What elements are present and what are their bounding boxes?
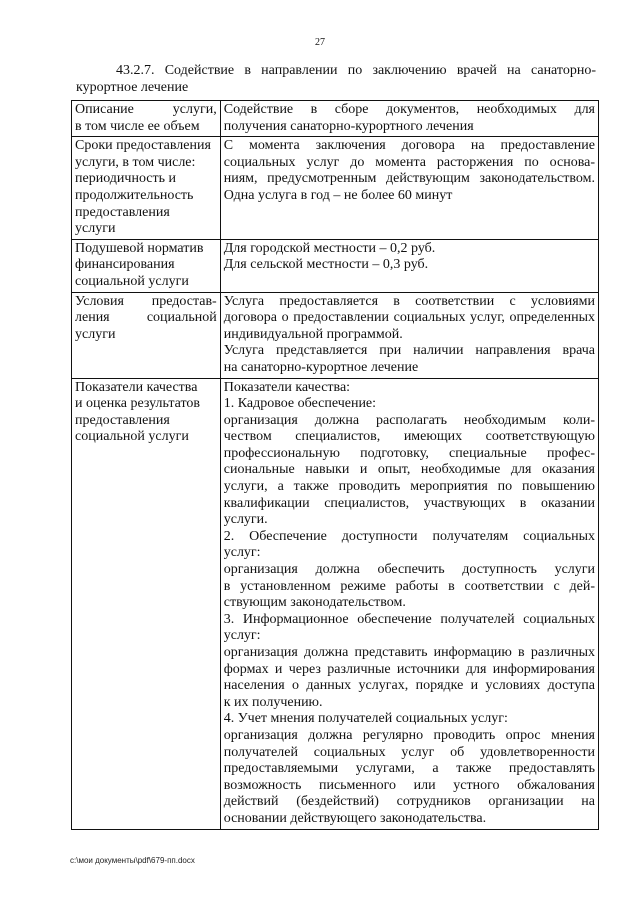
value-line: возможность письменного или устного обжалования [223,777,595,793]
label-line: ления социальной [75,310,217,326]
value-line: С момента заключения договора на предоставление [223,138,595,154]
label-line: услуги [75,326,116,342]
label-line: Условия предостав- [75,293,217,309]
value-line: Одна услуга в год – не более 60 минут [223,187,453,203]
row-label-cell [72,292,221,378]
value-line: Для городской местности – 0,2 руб. [223,240,436,256]
value-line: ствующим законодательством. [223,595,406,611]
table-row-financing [72,239,599,292]
value-line: к их получению. [223,694,323,710]
row-label-cell [72,378,221,829]
section-heading [76,62,596,96]
value-line: договора о предоставлении социальных услуг, определенных [223,310,595,326]
label-line: предоставления [75,204,170,220]
value-line: Услуга представляется при наличии направления врача [223,343,595,359]
row-label-cell [72,101,221,137]
value-line: Содействие в сборе документов, необходимых для [223,102,595,117]
value-line: получения санаторно-курортного лечения [223,118,474,134]
row-value-cell [220,101,598,137]
section-heading-line-1: 43.2.7. Содействие в направлении по заключению врачей на санаторно- [116,63,596,78]
value-line: Показатели качества: [223,379,351,395]
label-line: Показатели качества [75,379,198,395]
value-line: основании действующего законодательства. [223,810,487,826]
row-value-cell [220,239,598,292]
value-line: населения о данных услугах, порядке и условиях доступа [223,678,595,694]
label-line: Описание услуги, [75,102,217,117]
value-line: организация должна регулярно проводить опрос мнения [223,727,595,743]
table-row-terms [72,137,599,240]
value-line: получателей социальных услуг об удовлетворенности [223,744,595,760]
value-line: 1. Кадровое обеспечение: [223,396,377,412]
value-line: Услуга предоставляется в соответствии с условиями [223,293,595,309]
value-line: предоставляемыми услугами, а также предоставлять [223,761,595,777]
value-line: Для сельской местности – 0,3 руб. [223,257,429,273]
row-label-cell [72,239,221,292]
table-row-description [72,101,599,137]
value-line: 2. Обеспечение доступности получателям социальных [223,528,595,544]
file-path-footer: c:\мои документы\pdf\679-пп.docx [70,856,195,865]
table-row-conditions [72,292,599,378]
value-line: чеством специалистов, имеющих соответствующую [223,429,595,445]
value-line: 4. Учет мнения получателей социальных услуг: [223,711,508,727]
value-line: сиональные навыки и опыт, необходимые для оказания [223,462,595,478]
label-line: Сроки предоставления [75,138,211,154]
label-line: финансирования [75,257,175,273]
section-heading-line-2: курортное лечение [76,80,189,95]
label-line: услуги, в том числе: [75,154,196,170]
value-line: услуг: [223,545,261,561]
label-line: социальной услуги [75,429,189,445]
page-number: 27 [315,37,325,48]
value-line: 3. Информационное обеспечение получателей социальных [223,611,595,627]
value-line: услуг: [223,628,261,644]
label-line: социальной услуги [75,273,189,289]
value-line: социальных услуг до момента расторжения по основа- [223,154,595,170]
value-line: организация должна обеспечить доступность услуги [223,562,595,578]
row-label-cell [72,137,221,240]
label-line: услуги [75,221,116,237]
value-line: профессиональную подготовку, специальные профес- [223,445,595,461]
label-line: и оценка результатов [75,396,201,412]
value-line: действий (бездействий) сотрудников организации на [223,794,595,810]
value-line: услуги. [223,512,268,528]
label-line: Подушевой норматив [75,240,204,256]
label-line: периодичность и [75,171,177,187]
value-line: формах и через различные источники для информирования [223,661,595,677]
label-line: предоставления [75,412,170,428]
label-line: продолжительность [75,187,194,203]
value-line: квалификации специалистов, участвующих в оказании [223,495,595,511]
value-line: индивидуальной программой. [223,326,403,342]
value-line: в установленном режиме работы в соответствии с дей- [223,578,595,594]
label-line: в том числе ее объем [75,118,200,134]
value-line: организация должна располагать необходимым коли- [223,412,595,428]
table-row-quality [72,378,599,829]
value-line: ниям, предусмотренным действующим законодательством. [223,171,595,187]
value-line: услуги, а также проводить мероприятия по повышению [223,479,595,495]
row-value-cell [220,137,598,240]
value-line: на санаторно-курортное лечение [223,359,419,375]
service-description-table [71,100,599,830]
row-value-cell [220,292,598,378]
row-value-cell [220,378,598,829]
value-line: организация должна представить информацию в различных [223,645,595,660]
